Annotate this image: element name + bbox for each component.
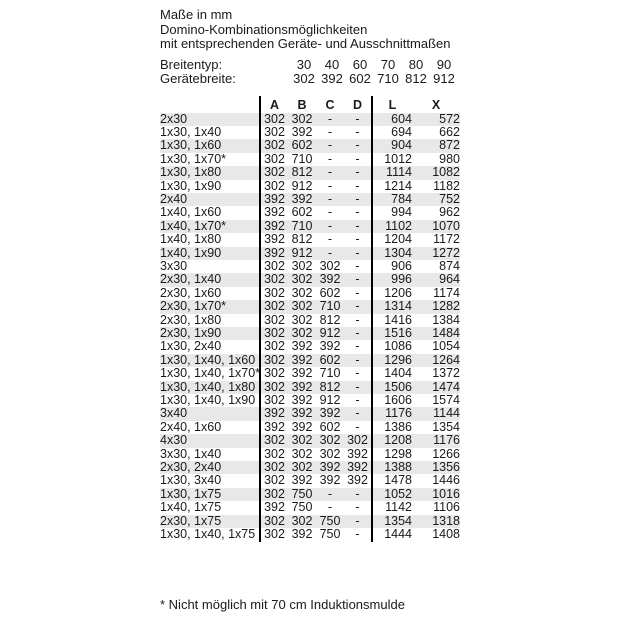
dimension-value: 392 (291, 192, 313, 206)
table-row (160, 180, 460, 193)
dimension-value: 302 (319, 259, 341, 273)
dimension-value: 812 (291, 166, 313, 180)
spec-value: 302 (293, 71, 315, 86)
dimension-value: - (327, 219, 333, 233)
dimension-value: 302 (260, 381, 288, 394)
header-combination (160, 96, 260, 113)
table-row (160, 407, 460, 420)
dimension-value: - (355, 300, 360, 314)
dimension-value: 1408 (432, 528, 460, 542)
dimension-value: 392 (291, 353, 313, 367)
combination-label: 1x30, 1x60 (160, 139, 222, 153)
dimension-value: 392 (260, 501, 288, 514)
dimension-value: 302 (260, 273, 288, 286)
spec-value: 30 (296, 56, 312, 72)
combination-label: 1x30, 1x40, 1x60 (160, 353, 256, 367)
dimension-value: - (355, 246, 360, 260)
combination-label: 1x40, 1x80 (160, 233, 222, 247)
dimension-value: - (355, 340, 360, 354)
table-row (160, 354, 460, 367)
dimension-value: - (355, 407, 360, 421)
dimension-value: 710 (319, 367, 341, 381)
dimension-value: 1174 (433, 286, 460, 300)
dimension-value: 572 (439, 112, 460, 126)
dimension-value: - (355, 112, 360, 126)
dimension-value: 912 (319, 327, 341, 340)
dimension-value: 872 (439, 139, 460, 153)
dimension-value: 302 (260, 448, 288, 461)
table-row (160, 113, 460, 126)
dimension-value: 302 (260, 340, 288, 353)
combination-table (160, 96, 460, 542)
spec-label: Breitentyp: (160, 56, 223, 72)
dimension-value: 392 (291, 367, 313, 381)
dimension-value: 392 (291, 340, 313, 354)
dimension-value: 1070 (432, 219, 460, 233)
combination-label: 3x30, 1x40 (160, 447, 222, 461)
combination-label: 2x30, 1x80 (160, 313, 222, 327)
table-row (160, 166, 460, 179)
dimension-value: 1102 (372, 220, 412, 233)
dimension-value: 392 (319, 273, 341, 287)
dimension-value: 302 (260, 434, 288, 447)
spec-value: 40 (324, 56, 340, 72)
dimension-value: 1016 (432, 487, 460, 501)
table-row (160, 206, 460, 219)
dimension-value: 1404 (372, 367, 412, 380)
dimension-value: 1144 (433, 407, 460, 421)
footnote: * Nicht möglich mit 70 cm Induktionsmulde (160, 596, 405, 612)
table-row (160, 340, 460, 353)
dimension-value: - (327, 501, 333, 515)
dimension-value: 302 (347, 434, 368, 448)
table-row (160, 381, 460, 394)
table-row (160, 300, 460, 313)
dimension-value: 602 (291, 206, 313, 220)
dimension-value: 302 (291, 273, 313, 287)
combination-label: 1x30, 1x40, 1x70* (160, 367, 260, 381)
dimension-value: - (355, 420, 360, 434)
table-row (160, 260, 460, 273)
dimension-value: - (355, 125, 360, 139)
dimension-value: 1446 (432, 474, 460, 488)
dimension-value: 392 (291, 125, 313, 139)
dimension-value: 710 (291, 219, 313, 233)
dimension-value: 392 (291, 528, 313, 542)
dimension-value: 392 (347, 447, 368, 461)
table-header-row (160, 96, 460, 113)
dimension-value: - (327, 166, 333, 180)
dimension-value: 812 (319, 313, 341, 327)
combination-label: 2x40, 1x60 (160, 420, 222, 434)
table-row (160, 220, 460, 233)
dimension-value: 302 (291, 447, 313, 461)
dimension-value: 1266 (432, 447, 460, 461)
dimension-value: 302 (260, 474, 288, 487)
dimension-value: 912 (291, 179, 313, 193)
spec-value: 392 (321, 71, 343, 86)
dimension-value: 1182 (433, 179, 460, 193)
dimension-value: 392 (260, 206, 288, 219)
combination-label: 1x40, 1x70* (160, 219, 227, 233)
dimension-value: 694 (372, 126, 412, 139)
dimension-value: 302 (291, 434, 313, 448)
dimension-value: 302 (260, 139, 288, 152)
dimension-value: 1354 (432, 420, 460, 434)
dimension-value: 392 (260, 220, 288, 233)
dimension-value: 1388 (372, 461, 412, 474)
dimension-value: 302 (260, 354, 288, 367)
dimension-value: 1474 (432, 380, 460, 394)
header-col-a: A (260, 96, 288, 113)
dimension-value: - (355, 353, 360, 367)
table-row (160, 153, 460, 166)
table-row (160, 193, 460, 206)
dimension-value: - (355, 380, 360, 394)
spec-value: 710 (377, 71, 399, 86)
dimension-value: 302 (291, 300, 313, 314)
dimension-value: - (327, 192, 333, 206)
spec-value: 602 (349, 71, 371, 86)
dimension-value: - (355, 152, 360, 166)
dimension-value: 302 (291, 286, 313, 300)
dimension-value: 962 (439, 206, 460, 220)
dimension-value: - (355, 259, 360, 273)
combination-label: 2x30, 1x40 (160, 273, 222, 287)
dimension-value: - (327, 206, 333, 220)
dimension-value: - (327, 487, 333, 501)
dimension-value: 302 (291, 514, 313, 528)
dimension-value: 1086 (372, 340, 412, 353)
table-row (160, 126, 460, 139)
dimension-value: 392 (319, 461, 341, 475)
combination-label: 1x30, 1x40 (160, 125, 222, 139)
table-body (160, 113, 460, 542)
dimension-value: 1206 (372, 287, 412, 300)
dimension-value: - (355, 166, 360, 180)
dimension-value: - (355, 327, 360, 340)
dimension-value: 980 (439, 152, 460, 166)
header-col-d: D (352, 98, 363, 113)
dimension-value: 302 (260, 300, 288, 313)
header-col-c: C (325, 98, 335, 113)
table-row (160, 139, 460, 152)
dimension-value: 302 (260, 166, 288, 179)
title-line-sub: mit entsprechenden Geräte- und Ausschnittmaßen (160, 36, 451, 51)
combination-label: 1x40, 1x90 (160, 246, 222, 260)
table-row (160, 474, 460, 487)
dimension-value: 602 (319, 286, 341, 300)
table-row (160, 488, 460, 501)
dimension-value: 392 (260, 233, 288, 246)
dimension-value: 1082 (432, 166, 460, 180)
table-row (160, 394, 460, 407)
table-row (160, 461, 460, 474)
dimension-value: 1506 (372, 381, 412, 394)
dimension-value: 1282 (432, 300, 460, 314)
dimension-value: - (355, 528, 360, 542)
header-col-l: L (372, 96, 412, 113)
dimension-value: - (355, 367, 360, 381)
dimension-value: 1606 (372, 394, 412, 407)
dimension-value: - (355, 394, 360, 408)
spec-value: 70 (380, 56, 396, 72)
dimension-value: 302 (260, 528, 288, 541)
spec-label: Gerätebreite: (160, 71, 236, 86)
dimension-value: 392 (319, 407, 341, 421)
combination-label: 1x30, 1x40, 1x75 (160, 528, 256, 542)
dimension-value: 912 (291, 246, 313, 260)
combination-label: 1x30, 3x40 (160, 474, 222, 488)
title-line-main: Domino-Kombinationsmöglichkeiten (160, 21, 368, 37)
dimension-value: 1386 (372, 421, 412, 434)
dimension-value: 1052 (372, 488, 412, 501)
dimension-value: 302 (291, 461, 313, 475)
dimension-value: - (355, 487, 360, 501)
dimension-value: - (355, 139, 360, 153)
combination-label: 4x30 (160, 434, 188, 448)
header-col-x: X (431, 98, 441, 113)
combination-label: 1x30, 1x75 (160, 487, 222, 501)
dimension-value: 392 (291, 407, 313, 421)
dimension-value: 1372 (432, 367, 460, 381)
dimension-value: 302 (260, 461, 288, 474)
dimension-value: 302 (260, 515, 288, 528)
dimension-value: 1054 (432, 340, 460, 354)
dimension-value: 1264 (432, 353, 460, 367)
combination-label: 3x30 (160, 259, 188, 273)
dimension-value: 1314 (372, 300, 412, 313)
dimension-value: 392 (260, 247, 288, 260)
spec-value: 60 (352, 56, 368, 72)
spec-row-breitentyp (160, 58, 465, 73)
dimension-value: 1296 (372, 354, 412, 367)
dimension-value: 752 (439, 192, 460, 206)
dimension-value: 1484 (432, 327, 460, 340)
combination-label: 1x40, 1x75 (160, 501, 222, 515)
table-row (160, 448, 460, 461)
dimension-value: 874 (439, 259, 460, 273)
dimension-value: 1176 (433, 434, 460, 448)
spec-value: 912 (433, 71, 455, 86)
combination-label: 2x30, 1x75 (160, 514, 222, 528)
dimension-value: - (355, 514, 360, 528)
dimension-value: 784 (372, 193, 412, 206)
dimension-value: 302 (260, 113, 288, 126)
dimension-value: - (355, 233, 360, 247)
dimension-value: 1516 (372, 327, 412, 340)
dimension-value: 604 (372, 113, 412, 126)
dimension-value: - (355, 192, 360, 206)
dimension-value: 1356 (432, 461, 460, 475)
table-row (160, 434, 460, 447)
dimension-value: - (355, 273, 360, 287)
dimension-value: 750 (291, 501, 313, 515)
dimension-value: 602 (319, 353, 341, 367)
table-row (160, 528, 460, 541)
dimension-value: 392 (291, 420, 313, 434)
dimension-value: - (355, 286, 360, 300)
table-row (160, 287, 460, 300)
dimension-value: 1204 (372, 233, 412, 246)
combination-label: 2x30 (160, 112, 188, 126)
dimension-value: - (355, 219, 360, 233)
dimension-value: - (327, 179, 333, 193)
dimension-value: 392 (291, 394, 313, 408)
width-spec-block (160, 58, 465, 87)
combination-label: 1x30, 1x70* (160, 152, 227, 166)
dimension-value: 964 (439, 273, 460, 287)
dimension-value: 1574 (432, 394, 460, 408)
table-row (160, 501, 460, 514)
header-col-b: B (297, 98, 307, 113)
dimension-value: 302 (260, 126, 288, 139)
dimension-value: 392 (319, 474, 341, 488)
dimension-value: 302 (291, 313, 313, 327)
dimension-value: 392 (347, 474, 368, 488)
dimension-value: 302 (260, 260, 288, 273)
table-row (160, 233, 460, 246)
dimension-value: 302 (319, 434, 341, 448)
dimension-value: 750 (319, 528, 341, 542)
table-row (160, 515, 460, 528)
dimension-value: 302 (260, 287, 288, 300)
combination-label: 2x30, 2x40 (160, 461, 222, 475)
dimension-value: 392 (291, 474, 313, 488)
dimension-value: 392 (260, 407, 288, 420)
dimension-value: 912 (319, 394, 341, 408)
dimension-value: 1384 (432, 313, 460, 327)
dimension-value: 996 (372, 273, 412, 286)
content-block (160, 8, 465, 612)
table-row (160, 421, 460, 434)
dimension-value: 904 (372, 139, 412, 152)
dimension-value: 302 (319, 447, 341, 461)
dimension-value: 812 (291, 233, 313, 247)
table-row (160, 327, 460, 340)
dimension-value: 392 (260, 193, 288, 206)
dimension-value: 302 (260, 327, 288, 340)
table-row (160, 247, 460, 260)
combination-label: 1x30, 1x40, 1x80 (160, 380, 256, 394)
dimension-value: 392 (260, 421, 288, 434)
dimension-value: 302 (291, 259, 313, 273)
combination-label: 1x30, 2x40 (160, 340, 222, 354)
dimension-value: 710 (319, 300, 341, 314)
dimension-value: 812 (319, 380, 341, 394)
combination-label: 2x30, 1x90 (160, 327, 222, 340)
table-row (160, 273, 460, 286)
combination-label: 2x30, 1x70* (160, 300, 227, 314)
dimension-value: 1478 (372, 474, 412, 487)
dimension-value: - (327, 139, 333, 153)
dimension-value: 1272 (432, 246, 460, 260)
dimension-value: 662 (439, 125, 460, 139)
table-row (160, 314, 460, 327)
dimension-value: 750 (291, 487, 313, 501)
page-title (160, 8, 465, 52)
dimension-value: - (355, 501, 360, 515)
combination-label: 2x30, 1x60 (160, 286, 222, 300)
table-row (160, 367, 460, 380)
dimension-value: 710 (291, 152, 313, 166)
dimension-value: 302 (260, 488, 288, 501)
dimension-value: 602 (291, 139, 313, 153)
dimension-value: 1214 (372, 180, 412, 193)
dimension-value: 302 (291, 327, 313, 340)
dimension-value: 302 (260, 180, 288, 193)
dimension-value: 1304 (372, 247, 412, 260)
dimension-value: 1106 (433, 501, 460, 515)
dimension-value: 1114 (372, 166, 412, 179)
title-line-units: Maße in mm (160, 7, 233, 22)
combination-label: 1x30, 1x40, 1x90 (160, 394, 256, 408)
combination-label: 2x40 (160, 192, 188, 206)
dimension-value: 1172 (433, 233, 460, 247)
dimension-value: 1318 (432, 514, 460, 528)
spec-value: 812 (405, 71, 427, 86)
dimension-value: 392 (291, 380, 313, 394)
dimension-value: - (327, 152, 333, 166)
dimension-value: 302 (260, 394, 288, 407)
dimension-value: - (355, 179, 360, 193)
dimension-value: 1444 (372, 528, 412, 541)
dimension-value: 1416 (372, 314, 412, 327)
dimension-value: - (355, 313, 360, 327)
combination-label: 1x40, 1x60 (160, 206, 222, 220)
spec-value: 80 (408, 56, 424, 72)
dimension-value: 750 (319, 514, 341, 528)
spec-value: 90 (436, 56, 452, 72)
dimension-value: - (327, 233, 333, 247)
dimension-value: 1354 (372, 515, 412, 528)
dimension-value: 602 (319, 420, 341, 434)
dimension-value: 1298 (372, 448, 412, 461)
dimension-value: - (355, 206, 360, 220)
dimension-value: - (327, 246, 333, 260)
dimension-value: 392 (319, 340, 341, 354)
dimension-value: 1208 (372, 434, 412, 447)
dimension-value: - (327, 112, 333, 126)
spec-row-geraetebreite (160, 72, 465, 87)
dimension-value: 1176 (372, 407, 412, 420)
dimension-value: 906 (372, 260, 412, 273)
combination-label: 3x40 (160, 407, 188, 421)
combination-label: 1x30, 1x90 (160, 179, 222, 193)
dimension-value: 302 (260, 314, 288, 327)
dimension-value: 392 (347, 461, 368, 475)
dimension-value: - (327, 125, 333, 139)
dimension-value: 1012 (372, 153, 412, 166)
dimension-value: 1142 (372, 501, 412, 514)
dimension-value: 302 (260, 153, 288, 166)
dimension-value: 302 (291, 112, 313, 126)
dimension-value: 994 (372, 206, 412, 219)
dimension-value: 302 (260, 367, 288, 380)
combination-label: 1x30, 1x80 (160, 166, 222, 180)
